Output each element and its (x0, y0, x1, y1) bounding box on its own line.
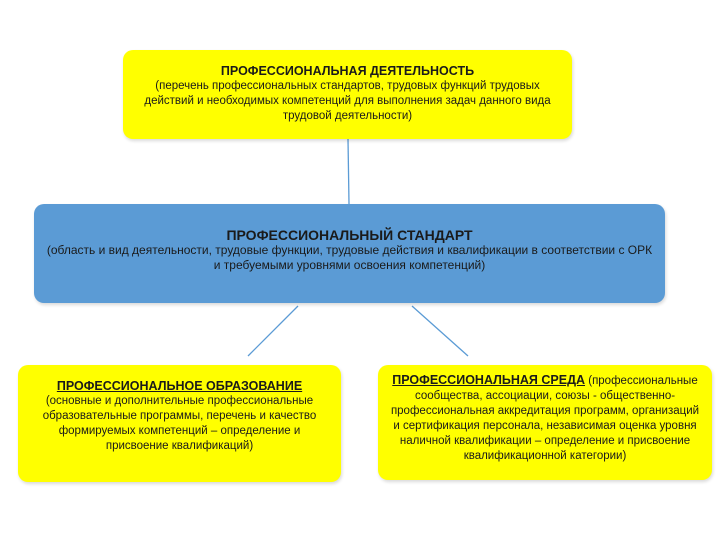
professional-environment-box (378, 365, 712, 480)
connector-center-left (248, 306, 298, 356)
professional-environment-title: ПРОФЕССИОНАЛЬНАЯ СРЕДА (392, 373, 586, 387)
professional-standard-text: (область и вид деятельности, трудовые функции, трудовые действия и квалификации в соответствии с ОРК и требуемыми уровнями освоения компетенций) (46, 243, 653, 272)
professional-education-box (18, 365, 341, 482)
connector-top-center (348, 139, 349, 204)
professional-education-title: ПРОФЕССИОНАЛЬНОЕ ОБРАЗОВАНИЕ (56, 379, 303, 393)
professional-education-text: (основные и дополнительные профессиональные образовательные программы, перечень и качество формируемых компетенций – определение и присвоение квалификаций) (42, 395, 317, 452)
professional-activity-box (123, 50, 572, 139)
professional-standard-box (34, 204, 665, 303)
professional-environment-text: (профессиональные сообщества, ассоциации, союзы - общественно-профессиональная аккредитация программ, организаций и сертификация персонала, независимая оценка уровня наличной квалификации – определение и присвоение квалификационной категории) (390, 375, 700, 462)
professional-standard-title: ПРОФЕССИОНАЛЬНЫЙ СТАНДАРТ (226, 227, 473, 243)
professional-activity-text: (перечень профессиональных стандартов, трудовых функций трудовых действий и необходимых компетенций для выполнения задач данного вида трудовой деятельности) (144, 80, 551, 122)
professional-activity-title: ПРОФЕССИОНАЛЬНАЯ ДЕЯТЕЛЬНОСТЬ (220, 64, 475, 78)
connector-center-right (412, 306, 468, 356)
